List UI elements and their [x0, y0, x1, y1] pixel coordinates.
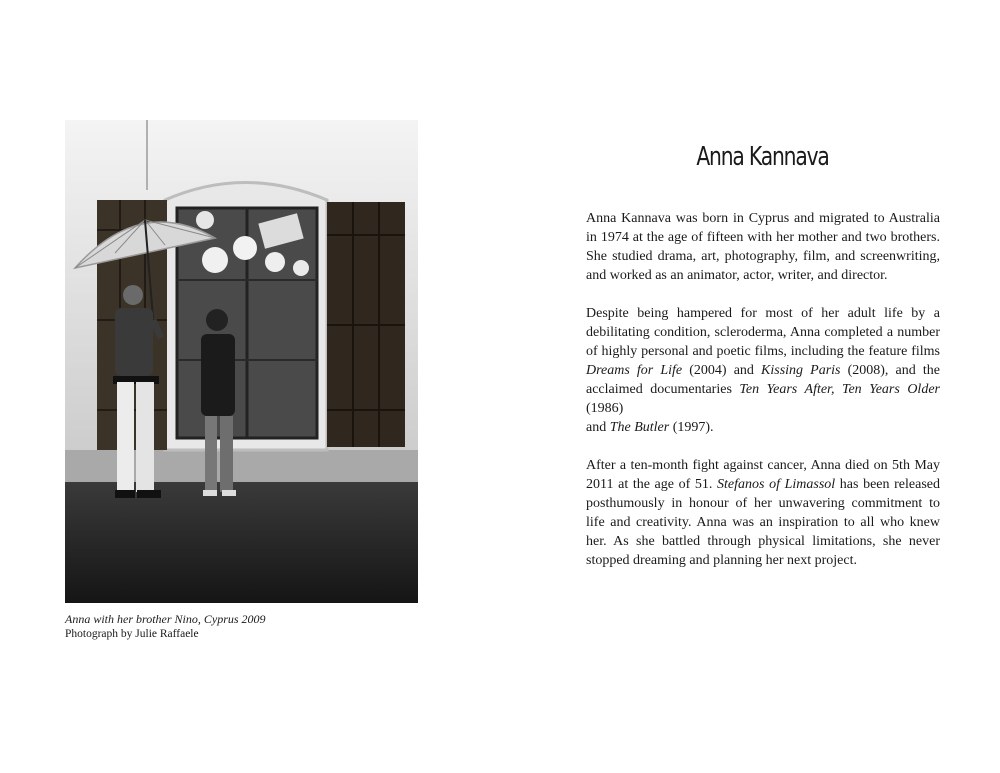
film-title: Dreams for Life [586, 363, 683, 378]
text-line [586, 418, 940, 437]
text-line: She studied drama, art, photography, film, and screenwriting, [586, 249, 940, 264]
film-title: Stefanos of Limassol [717, 477, 836, 492]
caption-credit: Photograph by Julie Raffaele [65, 628, 199, 640]
photograph-anna-and-nino [65, 120, 418, 603]
caption-title: Anna with her brother Nino, Cyprus 2009 [65, 612, 266, 626]
bio-paragraph-1 [586, 209, 940, 285]
text-line: debilitating condition, scleroderma, Anna completed a number [586, 325, 940, 340]
text-line [586, 475, 940, 494]
text-line [586, 361, 940, 380]
text-line: Despite being hampered for most of her adult life by a [586, 306, 940, 321]
bio-paragraph-2 [586, 304, 940, 437]
film-title: Kissing Paris [761, 363, 841, 378]
text-fragment: (2004) and [682, 363, 762, 378]
text-fragment: acclaimed documentaries [586, 382, 740, 397]
text-fragment: and [586, 420, 610, 435]
film-title: Ten Years After, Ten Years Older [739, 382, 940, 397]
text-line: life and creativity. Anna was an inspiration to all who knew [586, 515, 940, 530]
text-line [586, 380, 940, 418]
biography-text [586, 209, 940, 589]
text-line: and worked as an animator, actor, writer, and director. [586, 268, 888, 283]
text-line: of highly personal and poetic films, including the feature films [586, 344, 940, 359]
film-title: The Butler [609, 420, 670, 435]
photo-caption [65, 612, 425, 642]
text-line: stopped dreaming and planning her next project. [586, 553, 857, 568]
text-fragment: has been released [835, 477, 941, 492]
text-line: her. As she battled through physical limitations, she never [586, 534, 940, 549]
text-line: posthumously in honour of her unwavering commitment to [586, 496, 940, 511]
photo-illustration [65, 120, 418, 603]
page-title: Anna Kannava [696, 142, 829, 172]
text-fragment: 2011 at the age of 51. [586, 477, 718, 492]
text-fragment: (2008), and the [840, 363, 940, 378]
bio-paragraph-3 [586, 456, 940, 570]
text-line: After a ten-month fight against cancer, Anna died on 5th May [586, 458, 940, 473]
text-line: in 1974 at the age of fifteen with her mother and two brothers. [586, 230, 940, 245]
text-fragment: (1997). [669, 420, 714, 435]
text-line: Anna Kannava was born in Cyprus and migrated to Australia [586, 211, 940, 226]
text-fragment: (1986) [586, 401, 624, 416]
